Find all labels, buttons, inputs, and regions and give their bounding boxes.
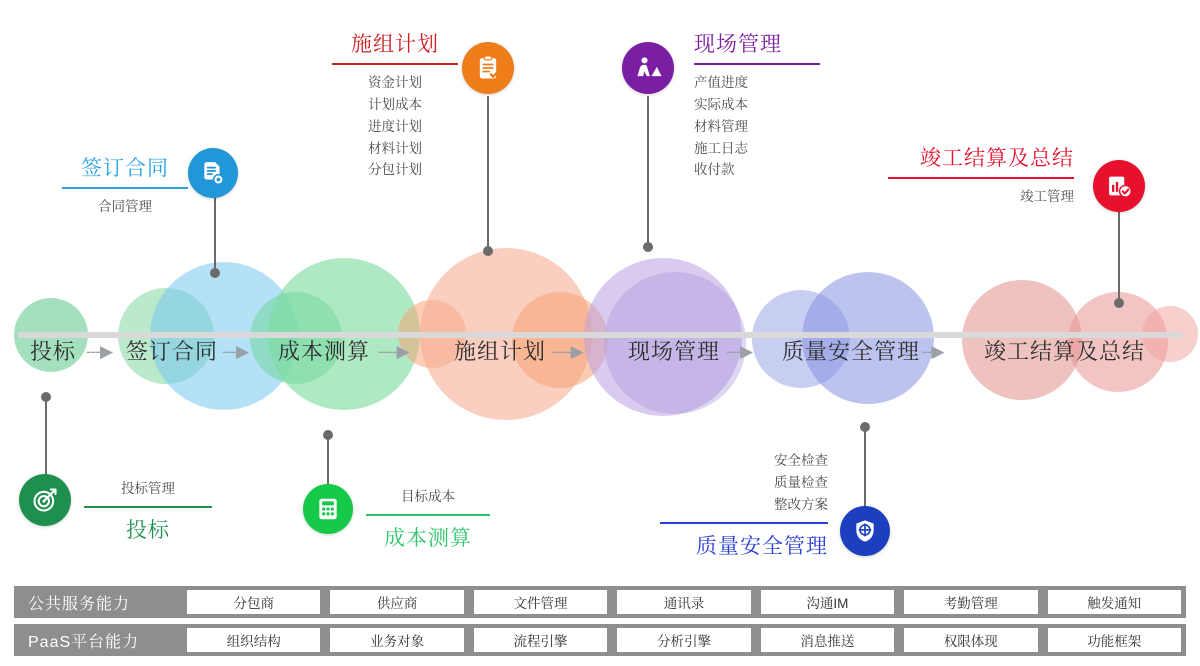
callout-site bbox=[694, 28, 820, 181]
stage-label-quality[interactable]: 质量安全管理 bbox=[782, 339, 921, 364]
connector-dot-plan bbox=[483, 246, 493, 256]
callout-title: 签订合同 bbox=[81, 157, 169, 180]
callout-quality bbox=[660, 450, 828, 560]
flow-connector: ----▶ bbox=[552, 342, 583, 361]
stage-label-final[interactable]: 竣工结算及总结 bbox=[984, 339, 1146, 364]
capability-cell[interactable]: 沟通IM bbox=[761, 590, 894, 614]
callout-title: 施组计划 bbox=[351, 33, 439, 56]
capability-cell[interactable]: 业务对象 bbox=[330, 628, 463, 652]
capability-row-header: PaaS平台能力 bbox=[14, 624, 182, 656]
capability-cell[interactable]: 分析引擎 bbox=[617, 628, 750, 652]
capability-cell[interactable]: 功能框架 bbox=[1048, 628, 1181, 652]
callout-item: 资金计划 bbox=[368, 75, 422, 90]
callout-contract bbox=[62, 152, 188, 218]
callout-title: 成本测算 bbox=[384, 526, 472, 550]
capability-cell[interactable]: 消息推送 bbox=[761, 628, 894, 652]
flow-connector: --▶ bbox=[922, 342, 944, 361]
callout-item: 目标成本 bbox=[401, 489, 455, 504]
callout-rule bbox=[888, 177, 1074, 179]
capability-cell[interactable]: 组织结构 bbox=[187, 628, 320, 652]
capability-cell[interactable]: 考勤管理 bbox=[904, 590, 1037, 614]
connector-line-tender bbox=[45, 398, 47, 482]
capability-row-header: 公共服务能力 bbox=[14, 586, 182, 618]
target-arrow-icon[interactable] bbox=[19, 474, 71, 526]
connector-line-final bbox=[1118, 212, 1120, 306]
capability-cells bbox=[182, 624, 1186, 656]
callout-item: 竣工管理 bbox=[1020, 189, 1074, 204]
callout-title: 投标 bbox=[126, 518, 170, 542]
connector-line-site bbox=[647, 96, 649, 250]
callout-item: 分包计划 bbox=[368, 162, 422, 178]
callout-item: 质量检查 bbox=[774, 474, 828, 490]
capability-cell[interactable]: 分包商 bbox=[187, 590, 320, 614]
flow-connector: ---▶ bbox=[726, 342, 753, 361]
flow-connector: ----▶ bbox=[378, 342, 409, 361]
document-contract-icon[interactable] bbox=[188, 148, 238, 198]
worker-helmet-icon[interactable] bbox=[622, 42, 674, 94]
capability-cell[interactable]: 供应商 bbox=[330, 590, 463, 614]
callout-rule bbox=[332, 63, 458, 65]
capability-row-paas bbox=[14, 624, 1186, 656]
callout-item: 投标管理 bbox=[121, 481, 175, 496]
callout-items bbox=[366, 486, 490, 508]
connector-dot-site bbox=[643, 242, 653, 252]
capability-table bbox=[14, 586, 1186, 662]
connector-dot-final bbox=[1114, 298, 1124, 308]
callout-tender bbox=[84, 478, 212, 544]
callout-items bbox=[62, 196, 188, 218]
capability-cell[interactable]: 流程引擎 bbox=[474, 628, 607, 652]
callout-item: 施工日志 bbox=[694, 140, 748, 156]
callout-plan bbox=[332, 28, 458, 181]
capability-cell[interactable]: 文件管理 bbox=[474, 590, 607, 614]
calculator-icon[interactable] bbox=[303, 484, 353, 534]
capability-cell[interactable]: 触发通知 bbox=[1048, 590, 1181, 614]
stage-label-contract[interactable]: 签订合同 bbox=[126, 339, 219, 364]
flow-connector: ---▶ bbox=[86, 342, 113, 361]
callout-item: 实际成本 bbox=[694, 96, 748, 112]
callout-item: 进度计划 bbox=[368, 118, 422, 134]
callout-items bbox=[660, 450, 828, 516]
connector-dot-cost bbox=[323, 430, 333, 440]
connector-dot-contract bbox=[210, 268, 220, 278]
connector-dot-tender bbox=[41, 392, 51, 402]
flow-connector: ---▶ bbox=[222, 342, 249, 361]
capability-cell[interactable]: 通讯录 bbox=[617, 590, 750, 614]
callout-item: 收付款 bbox=[694, 162, 735, 178]
connector-line-contract bbox=[214, 196, 216, 276]
stage-label-tender[interactable]: 投标 bbox=[30, 339, 77, 364]
callout-title: 质量安全管理 bbox=[696, 534, 828, 558]
callout-item: 材料管理 bbox=[694, 118, 748, 134]
callout-item: 安全检查 bbox=[774, 453, 828, 468]
callout-item: 合同管理 bbox=[98, 199, 152, 214]
callout-items bbox=[694, 72, 820, 181]
connector-line-quality bbox=[864, 428, 866, 518]
callout-title: 现场管理 bbox=[694, 33, 782, 56]
capability-row-public bbox=[14, 586, 1186, 618]
callout-items bbox=[84, 478, 212, 500]
connector-dot-quality bbox=[860, 422, 870, 432]
flow-stage-labels bbox=[0, 330, 1200, 374]
callout-title: 竣工结算及总结 bbox=[920, 147, 1074, 170]
callout-item: 整改方案 bbox=[774, 496, 828, 512]
connector-line-plan bbox=[487, 96, 489, 254]
stage-label-site[interactable]: 现场管理 bbox=[628, 339, 721, 364]
callout-rule bbox=[62, 187, 188, 189]
callout-cost bbox=[366, 486, 490, 552]
callout-items bbox=[332, 72, 458, 181]
report-complete-icon[interactable] bbox=[1093, 160, 1145, 212]
callout-item: 计划成本 bbox=[368, 96, 422, 112]
callout-final bbox=[888, 142, 1074, 208]
callout-item: 产值进度 bbox=[694, 75, 748, 90]
callout-items bbox=[888, 186, 1074, 208]
capability-cells bbox=[182, 586, 1186, 618]
clipboard-plan-icon[interactable] bbox=[462, 42, 514, 94]
callout-rule bbox=[694, 63, 820, 65]
safety-shield-icon[interactable] bbox=[840, 506, 890, 556]
stage-label-plan[interactable]: 施组计划 bbox=[454, 339, 547, 364]
callout-item: 材料计划 bbox=[368, 140, 422, 156]
stage-label-cost[interactable]: 成本测算 bbox=[278, 339, 371, 364]
capability-cell[interactable]: 权限体现 bbox=[904, 628, 1037, 652]
